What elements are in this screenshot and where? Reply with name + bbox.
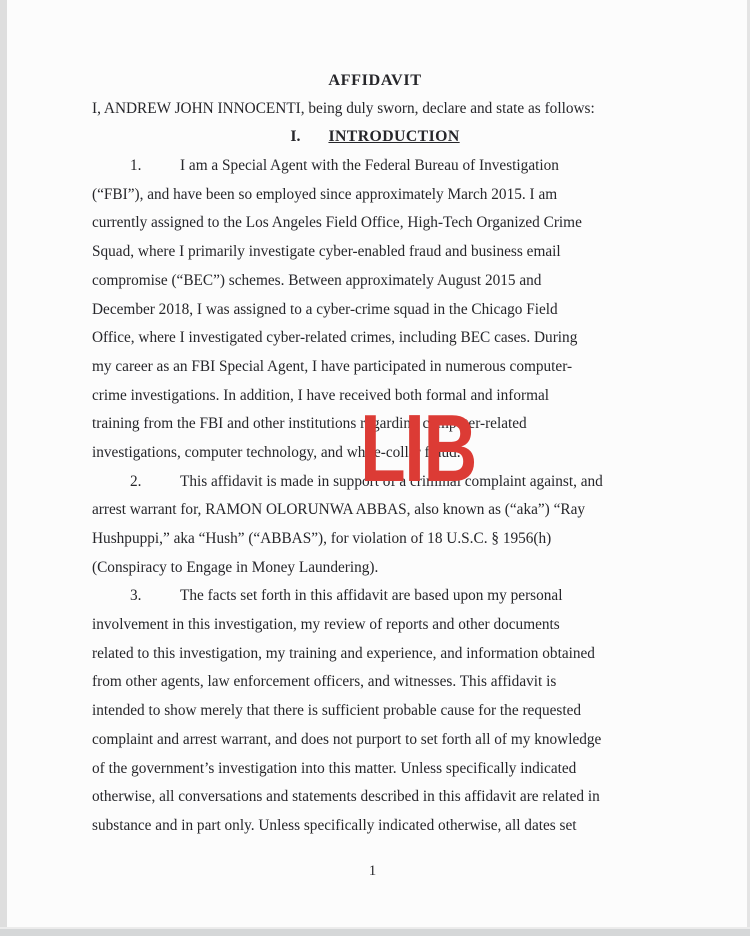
paragraph-1-line-6: December 2018, I was assigned to a cyber-crime squad in the Chicago Field	[92, 300, 558, 318]
paragraph-3-line-6: complaint and arrest warrant, and does not purport to set forth all of my knowledge	[92, 730, 602, 748]
paragraph-1-line-7: Office, where I investigated cyber-related crimes, including BEC cases. During	[92, 329, 578, 347]
paragraph-1-line-4: Squad, where I primarily investigate cyber-enabled fraud and business email	[92, 243, 561, 261]
paragraph-2-line-2: arrest warrant for, RAMON OLORUNWA ABBAS, also known as (“aka”) “Ray	[92, 501, 586, 519]
page-edge-bottom	[0, 927, 750, 936]
paragraph-2-line-3: Hushpuppi,” aka “Hush” (“ABBAS”), for violation of 18 U.S.C. § 1956(h)	[92, 530, 552, 547]
paragraph-3-number: 3.	[130, 587, 142, 605]
paragraph-text: I am a Special Agent with the Federal Bureau of Investigation	[180, 157, 559, 175]
document-title: AFFIDAVIT	[328, 71, 422, 89]
page-edge-left	[0, 0, 7, 936]
paragraph-1-line-10: training from the FBI and other institutions regarding computer-related	[92, 415, 527, 433]
paragraph-1-line-9: crime investigations. In addition, I have received both formal and informal	[92, 386, 550, 404]
paragraph-1-line-2: (“FBI”), and have been so employed since approximately March 2015. I am	[92, 185, 558, 203]
paragraph-3-line-4: from other agents, law enforcement officers, and witnesses. This affidavit is	[92, 673, 557, 691]
paragraph-3-line-1	[92, 582, 658, 611]
paragraph-1-line-1	[92, 152, 658, 181]
paragraph-1-line-5: compromise (“BEC”) schemes. Between approximately August 2015 and	[92, 271, 542, 289]
paragraph-1-line-8: my career as an FBI Special Agent, I have participated in numerous computer-	[92, 357, 573, 375]
paragraph-3-line-9: substance and in part only. Unless specifically indicated otherwise, all dates set	[92, 816, 577, 834]
paragraph-3-line-7: of the government’s investigation into this matter. Unless specifically indicated	[92, 759, 577, 777]
opening-line: I, ANDREW JOHN INNOCENTI, being duly sworn, declare and state as follows:	[92, 99, 595, 117]
paragraph-3-line-8: otherwise, all conversations and statements described in this affidavit are related in	[92, 788, 600, 806]
paragraph-text: This affidavit is made in support of a criminal complaint against, and	[180, 472, 603, 490]
section-title: INTRODUCTION	[328, 128, 460, 146]
paragraph-1-line-3: currently assigned to the Los Angeles Field Office, High-Tech Organized Crime	[92, 214, 582, 232]
paragraph-1-number: 1.	[130, 157, 142, 175]
lib-watermark-stamp: LIB	[360, 395, 476, 502]
section-heading	[92, 123, 658, 152]
paragraph-2-number: 2.	[130, 472, 142, 490]
paragraph-text: The facts set forth in this affidavit are based upon my personal	[180, 587, 563, 605]
paragraph-1-line-11: investigations, computer technology, and white-collar fraud.	[92, 443, 461, 461]
section-number: I.	[290, 128, 301, 146]
paragraph-3-line-2: involvement in this investigation, my review of reports and other documents	[92, 616, 560, 634]
page-number: 1	[368, 863, 377, 879]
paragraph-2-line-4: (Conspiracy to Engage in Money Laundering).	[92, 558, 379, 576]
paragraph-3-line-3: related to this investigation, my training and experience, and information obtained	[92, 644, 595, 662]
paragraph-3-line-5: intended to show merely that there is sufficient probable cause for the requested	[92, 702, 582, 720]
